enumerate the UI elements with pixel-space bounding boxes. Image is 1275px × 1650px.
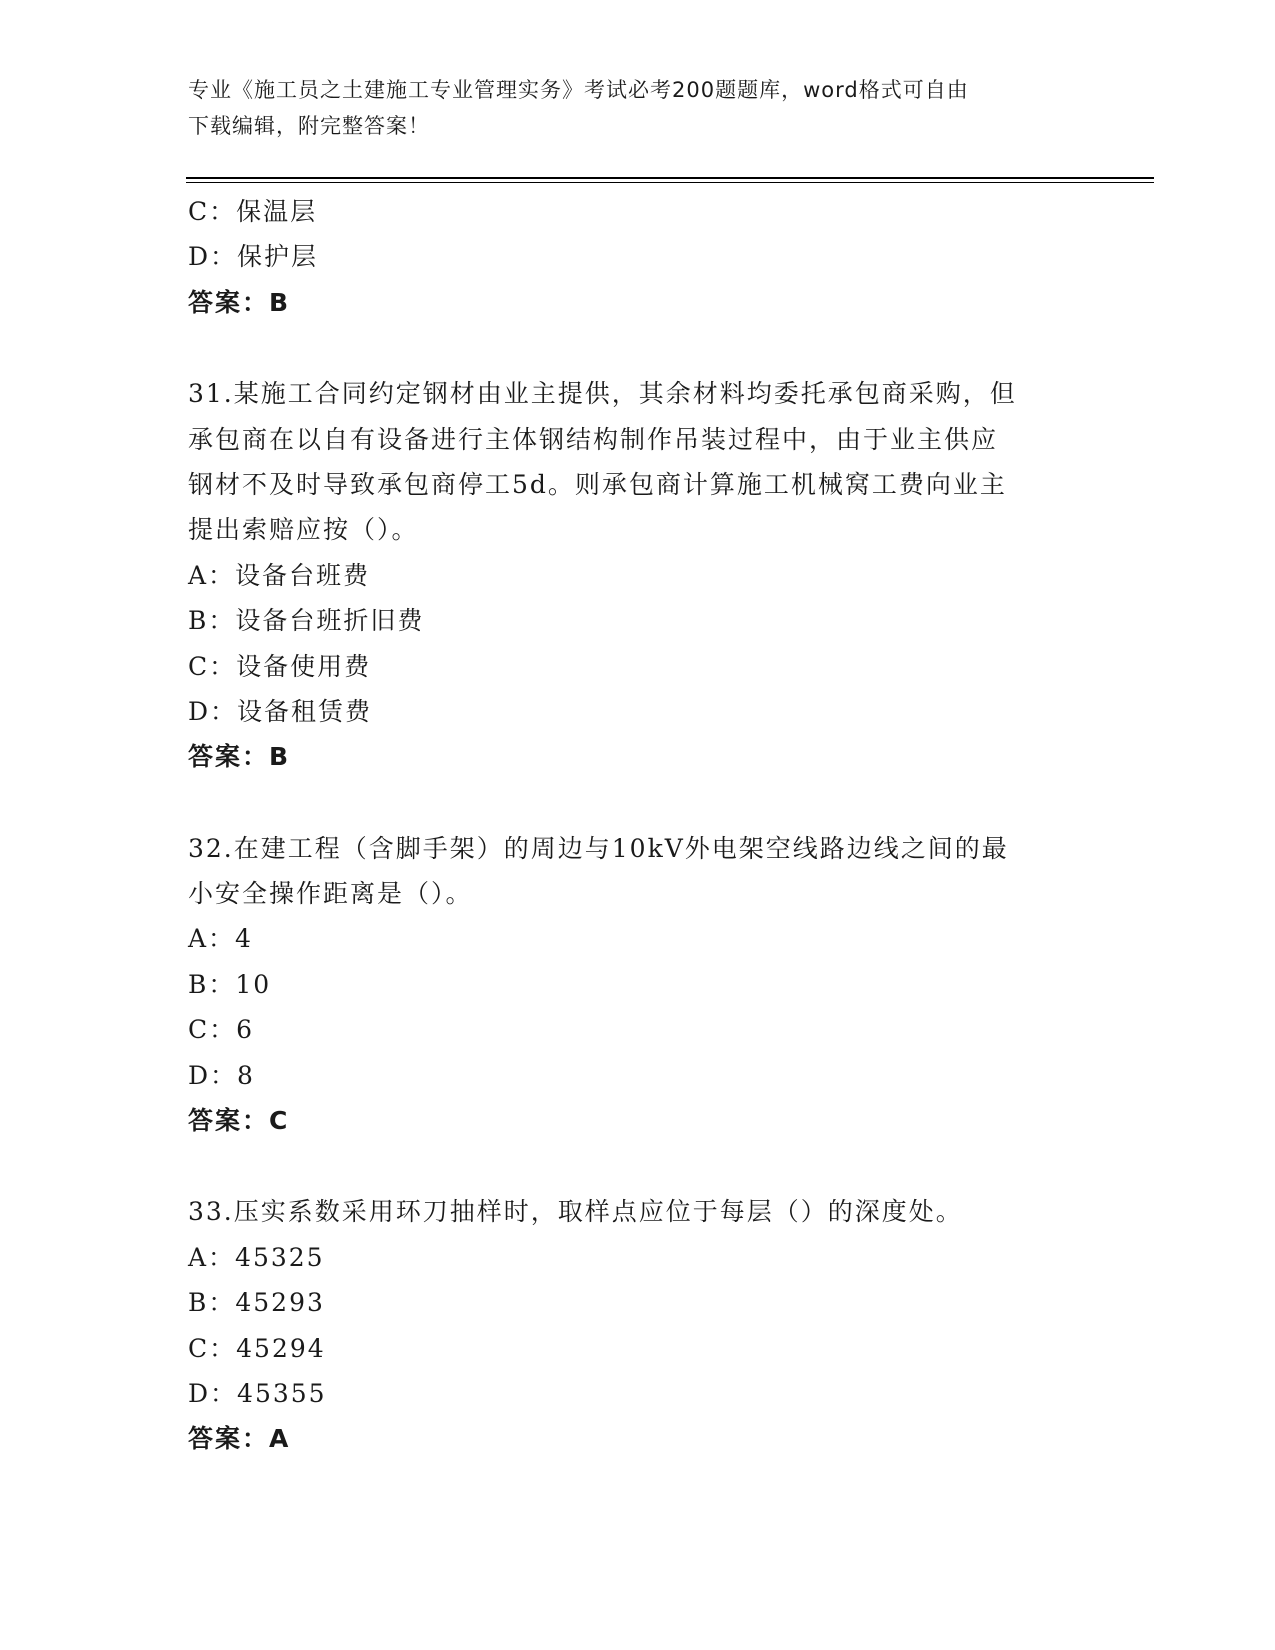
header-rule-thin xyxy=(186,182,1154,183)
question-text-line: 承包商在以自有设备进行主体钢结构制作吊装过程中，由于业主供应 xyxy=(188,424,999,454)
option-d: D：45355 xyxy=(188,1378,327,1408)
question-text-line: 提出索赔应按（）。 xyxy=(188,515,419,545)
document-header xyxy=(188,72,1088,144)
question-text-line: 小安全操作距离是（）。 xyxy=(188,879,473,909)
header-line-2: 下载编辑，附完整答案！ xyxy=(188,114,430,138)
answer-line: 答案：B xyxy=(188,742,291,772)
question-text-line: 钢材不及时导致承包商停工5d。则承包商计算施工机械窝工费向业主 xyxy=(188,469,1007,499)
question-text-line: 31.某施工合同约定钢材由业主提供，其余材料均委托承包商采购，但 xyxy=(188,379,1017,409)
question-text-line: 33.压实系数采用环刀抽样时，取样点应位于每层（）的深度处。 xyxy=(188,1197,963,1227)
option-c: C：保温层 xyxy=(188,197,318,226)
option-a: A：4 xyxy=(188,924,253,954)
header-rule-thick xyxy=(186,177,1154,179)
option-d: D：8 xyxy=(188,1060,255,1090)
header-line-1: 专业《施工员之土建施工专业管理实务》考试必考200题题库，word格式可自由 xyxy=(188,78,969,102)
option-d: D：保护层 xyxy=(188,242,319,272)
question-32 xyxy=(188,826,1088,1144)
answer-line: 答案：A xyxy=(188,1424,291,1454)
option-a: A：45325 xyxy=(188,1242,325,1272)
option-d: D：设备租赁费 xyxy=(188,696,373,726)
answer-line: 答案：B xyxy=(188,287,291,317)
answer-line: 答案：C xyxy=(188,1106,290,1136)
document-body xyxy=(188,189,1088,1462)
option-a: A：设备台班费 xyxy=(188,560,371,590)
option-c: C：设备使用费 xyxy=(188,651,372,681)
question-33 xyxy=(188,1189,1088,1461)
question-30-tail xyxy=(188,189,1088,325)
option-c: C：45294 xyxy=(188,1333,326,1363)
question-31 xyxy=(188,371,1088,780)
option-c: C：6 xyxy=(188,1015,255,1045)
option-b: B：10 xyxy=(188,969,272,999)
option-b: B：设备台班折旧费 xyxy=(188,606,425,636)
option-b: B：45293 xyxy=(188,1288,325,1318)
question-text-line: 32.在建工程（含脚手架）的周边与10kV外电架空线路边线之间的最 xyxy=(188,833,1009,863)
